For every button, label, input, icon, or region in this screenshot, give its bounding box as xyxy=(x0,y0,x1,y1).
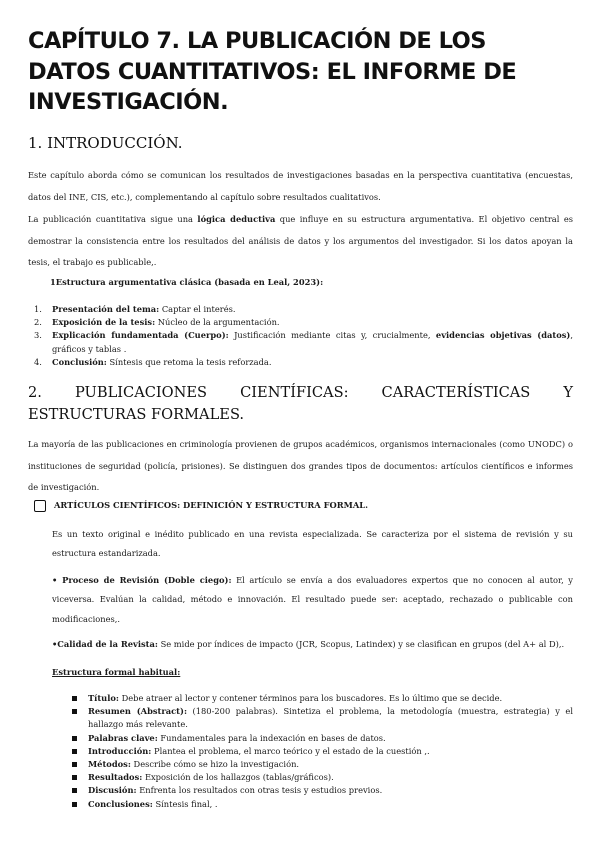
argument-structure-subheading: 1Estructura argumentativa clásica (basada en Leal, 2023): xyxy=(50,277,324,287)
list-item-number: 2. xyxy=(34,317,42,328)
list-item-number: 1. xyxy=(34,304,42,314)
list-item-text: Describe cómo se hizo la investigación. xyxy=(130,759,300,770)
list-item-label: Título: xyxy=(88,693,119,703)
list-item-text: Justificación mediante citas y, crucialmente, xyxy=(228,330,436,341)
checkbox-icon xyxy=(34,500,46,512)
list-item xyxy=(52,758,573,771)
list-item-text: Enfrenta los resultados con otras tesis y estudios previos. xyxy=(136,785,383,796)
intro-p2-start: La publicación cuantitativa sigue una xyxy=(28,214,198,224)
list-item-text-2: , gráficos y tablas . xyxy=(52,330,573,354)
list-item-text: (180-200 palabras). Sintetiza el problema, la metodología (muestra, estrategia) y el hallazgo más relevante. xyxy=(88,706,573,730)
list-item xyxy=(28,316,573,329)
section2-paragraph: La mayoría de las publicaciones en criminología provienen de grupos académicos, organismos internacionales (como UNODC) o instituciones de seguridad (policía, prisiones). Se distinguen dos grandes tipos de documentos: artículos científicos e informes de investigación. xyxy=(28,439,573,492)
review-process xyxy=(52,571,573,629)
list-item-bold: evidencias objetivas (datos) xyxy=(435,330,571,341)
chapter-title: CAPÍTULO 7. LA PUBLICACIÓN DE LOS DATOS CUANTITATIVOS: EL INFORME DE INVESTIGACIÓN. xyxy=(28,28,517,115)
articles-heading-row xyxy=(34,498,554,514)
list-item-label: Métodos: xyxy=(88,759,131,770)
list-item-label: Explicación fundamentada (Cuerpo): xyxy=(52,330,229,341)
journal-quality-text: Se mide por índices de impacto (JCR, Scopus, Latindex) y se clasifican en grupos (del A+ al D),. xyxy=(157,639,565,649)
list-item-text: Síntesis final, . xyxy=(152,798,218,809)
list-item-label: Conclusiones: xyxy=(88,798,153,809)
square-bullet-icon xyxy=(72,802,77,807)
list-item xyxy=(52,771,573,784)
list-item-text: Exposición de los hallazgos (tablas/gráficos). xyxy=(142,772,334,783)
list-item xyxy=(52,692,573,705)
square-bullet-icon xyxy=(72,788,77,793)
list-item xyxy=(52,798,573,811)
list-item-text: Fundamentales para la indexación en bases de datos. xyxy=(157,732,386,743)
journal-quality-label: •Calidad de la Revista: xyxy=(52,639,158,649)
list-item-label: Exposición de la tesis: xyxy=(52,317,156,328)
list-item-label: Discusión: xyxy=(88,785,137,796)
square-bullet-icon xyxy=(72,709,77,714)
list-item-label: Palabras clave: xyxy=(88,732,158,743)
list-item xyxy=(52,705,573,731)
articles-heading: ARTÍCULOS CIENTÍFICOS: DEFINICIÓN Y ESTRUCTURA FORMAL. xyxy=(54,500,368,510)
list-item xyxy=(28,303,573,316)
list-item xyxy=(52,745,573,758)
intro-p2-bold: lógica deductiva xyxy=(197,214,276,224)
list-item xyxy=(28,356,573,369)
intro-heading: 1. INTRODUCCIÓN. xyxy=(28,134,183,152)
argument-structure-list xyxy=(28,303,573,369)
review-process-label: • Proceso de Revisión (Doble ciego): xyxy=(52,575,232,585)
intro-paragraph-1: Este capítulo aborda cómo se comunican los resultados de investigaciones basadas en la perspectiva cuantitativa (encuestas, datos del INE, CIS, etc.), complementando al capítulo sobre resultados cualitativos. xyxy=(28,170,573,202)
section2-heading: 2. PUBLICACIONES CIENTÍFICAS: CARACTERÍSTICAS Y ESTRUCTURAS FORMALES. xyxy=(28,384,573,423)
formal-structure-title: Estructura formal habitual: xyxy=(52,667,181,677)
list-item xyxy=(52,732,573,745)
square-bullet-icon xyxy=(72,696,77,701)
list-item-number: 3. xyxy=(34,330,42,341)
square-bullet-icon xyxy=(72,762,77,767)
list-item-label: Resultados: xyxy=(88,772,143,783)
list-item-number: 4. xyxy=(34,356,42,367)
review-process-text: El artículo se envía a dos evaluadores expertos que no conocen al autor, y viceversa. Evalúan la calidad, método e innovación. El resultado puede ser: aceptado, rechazado o publicable con modificaciones,. xyxy=(52,575,573,624)
square-bullet-icon xyxy=(72,775,77,780)
list-item xyxy=(28,329,573,355)
list-item-label: Introducción: xyxy=(88,745,152,756)
square-bullet-icon xyxy=(72,749,77,754)
article-definition: Es un texto original e inédito publicado en una revista especializada. Se caracteriza por el sistema de revisión y su estructura estandarizada. xyxy=(52,529,573,559)
journal-quality xyxy=(52,635,573,654)
intro-paragraph-2 xyxy=(28,209,573,274)
square-bullet-icon xyxy=(72,736,77,741)
list-item-text: Núcleo de la argumentación. xyxy=(155,317,280,328)
list-item-text: Debe atraer al lector y contener términos para los buscadores. Es lo último que se decide. xyxy=(118,693,503,703)
list-item-label: Resumen (Abstract): xyxy=(88,706,188,717)
intro-p2-end: que influye en su estructura argumentativa. El objetivo central es demostrar la consistencia entre los resultados del análisis de datos y los argumentos del investigador. Si los datos apoyan la tesis, el trabajo es publicable,. xyxy=(28,214,573,267)
list-item-text: Captar el interés. xyxy=(159,304,236,314)
list-item-label: Presentación del tema: xyxy=(52,304,160,314)
list-item-text: Plantea el problema, el marco teórico y el estado de la cuestión ,. xyxy=(151,745,430,756)
list-item xyxy=(52,784,573,797)
list-item-label: Conclusión: xyxy=(52,356,107,367)
formal-structure-list xyxy=(52,692,573,811)
list-item-text: Síntesis que retoma la tesis reforzada. xyxy=(106,356,272,367)
